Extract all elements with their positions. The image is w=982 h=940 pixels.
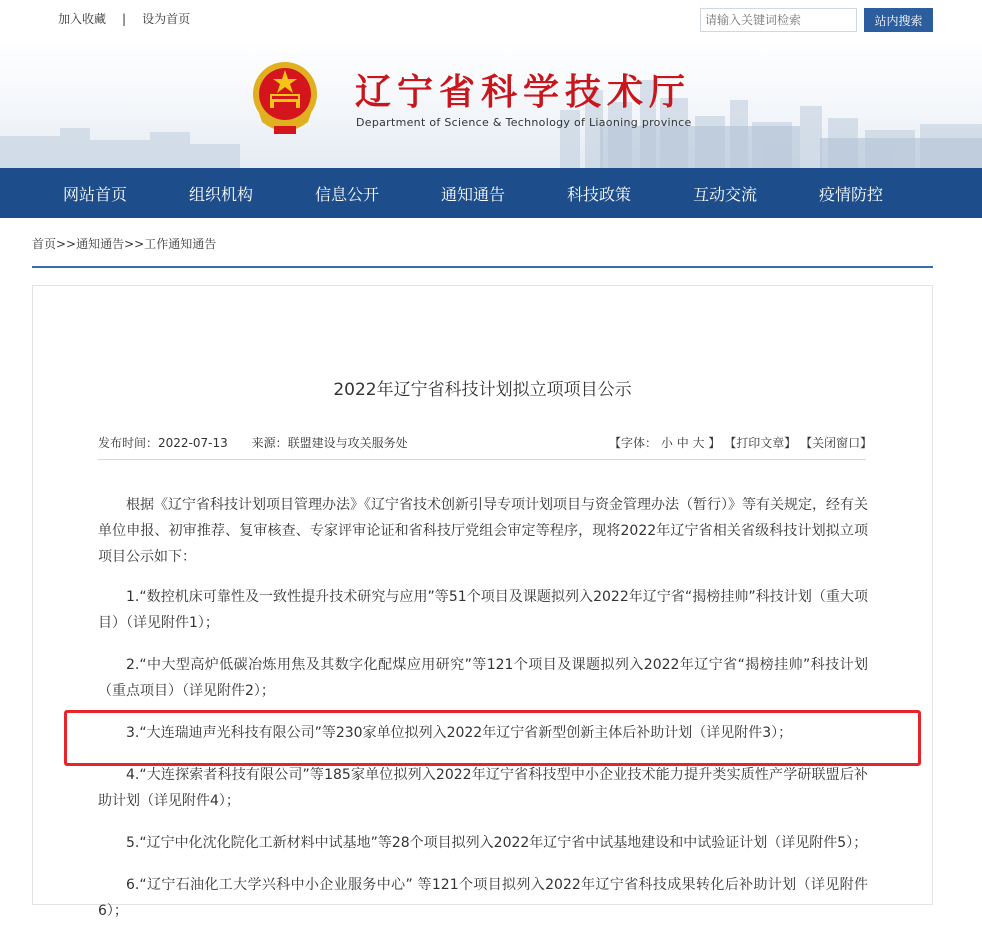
site-banner xyxy=(0,40,982,168)
article-paragraph-3: 3.“大连瑞迪声光科技有限公司”等230家单位拟列入2022年辽宁省新型创新主体后补助计划（详见附件3）； xyxy=(126,725,793,741)
top-utility-links xyxy=(58,10,190,27)
article-paragraph-6: 6.“辽宁石油化工大学兴科中小企业服务中心” 等121个项目拟列入2022年辽宁省科技成果转化后补助计划（详见附件6）； xyxy=(98,877,868,919)
breadcrumb-divider xyxy=(32,266,933,268)
nav-item-interaction[interactable]: 互动交流 xyxy=(692,184,757,204)
search-input[interactable] xyxy=(700,8,857,32)
set-homepage-link[interactable]: 设为首页 xyxy=(142,12,191,26)
top-links-separator: | xyxy=(122,11,127,26)
font-large-button[interactable]: 大 xyxy=(692,436,705,450)
nav-item-notices[interactable]: 通知通告 xyxy=(440,184,505,204)
font-small-button[interactable]: 小 xyxy=(660,436,673,450)
add-favorite-link[interactable]: 加入收藏 xyxy=(58,12,107,26)
breadcrumb[interactable]: 首页>>通知通告>>工作通知通告 xyxy=(32,237,217,251)
article-paragraph-intro: 根据《辽宁省科技计划项目管理办法》《辽宁省技术创新引导专项计划项目与资金管理办法（暂行）》等有关规定，经有关单位申报、初审推荐、复审核查、专家评审论证和省科技厅党组会审定等程序，现将2022年辽宁省相关省级科技计划拟立项项目公示如下： xyxy=(98,497,868,565)
font-medium-button[interactable]: 中 xyxy=(676,436,689,450)
print-article-button[interactable]: 【打印文章】 xyxy=(724,436,797,450)
article-source: 来源：联盟建设与攻关服务处 xyxy=(251,436,408,450)
font-size-close-bracket: 】 xyxy=(708,436,721,450)
article-meta xyxy=(98,434,428,451)
nav-item-home[interactable]: 网站首页 xyxy=(62,184,127,204)
site-subtitle: Department of Science & Technology of Liaoning province xyxy=(356,116,692,129)
close-window-button[interactable]: 【关闭窗口】 xyxy=(800,436,873,450)
article-tools xyxy=(609,434,872,451)
nav-item-organization[interactable]: 组织机构 xyxy=(188,184,253,204)
nav-item-epidemic[interactable]: 疫情防控 xyxy=(818,184,883,204)
search-button[interactable]: 站内搜索 xyxy=(864,8,933,32)
nav-item-info-disclosure[interactable]: 信息公开 xyxy=(314,184,379,204)
article-body xyxy=(98,492,868,940)
article-paragraph-5: 5.“辽宁中化沈化院化工新材料中试基地”等28个项目拟列入2022年辽宁省中试基地建设和中试验证计划（详见附件5）； xyxy=(126,835,868,851)
main-nav xyxy=(0,168,982,218)
meta-divider xyxy=(98,459,866,460)
site-title: 辽宁省科学技术厅 xyxy=(355,72,692,113)
article-paragraph-4: 4.“大连探索者科技有限公司”等185家单位拟列入2022年辽宁省科技型中小企业技术能力提升类实质性产学研联盟后补助计划（详见附件4）； xyxy=(98,767,868,809)
publish-date: 发布时间：2022-07-13 xyxy=(98,436,228,450)
article-title: 2022年辽宁省科技计划拟立项项目公示 xyxy=(333,380,632,400)
font-size-label: 【字体： xyxy=(609,436,658,450)
national-emblem-icon xyxy=(250,60,320,136)
article-paragraph-2: 2.“中大型高炉低碳冶炼用焦及其数字化配煤应用研究”等121个项目及课题拟列入2022年辽宁省“揭榜挂帅”科技计划（重点项目）（详见附件2）； xyxy=(98,657,868,699)
nav-item-policy[interactable]: 科技政策 xyxy=(566,184,631,204)
article-paragraph-1: 1.“数控机床可靠性及一致性提升技术研究与应用”等51个项目及课题拟列入2022年辽宁省“揭榜挂帅”科技计划（重大项目）（详见附件1）； xyxy=(98,589,868,631)
